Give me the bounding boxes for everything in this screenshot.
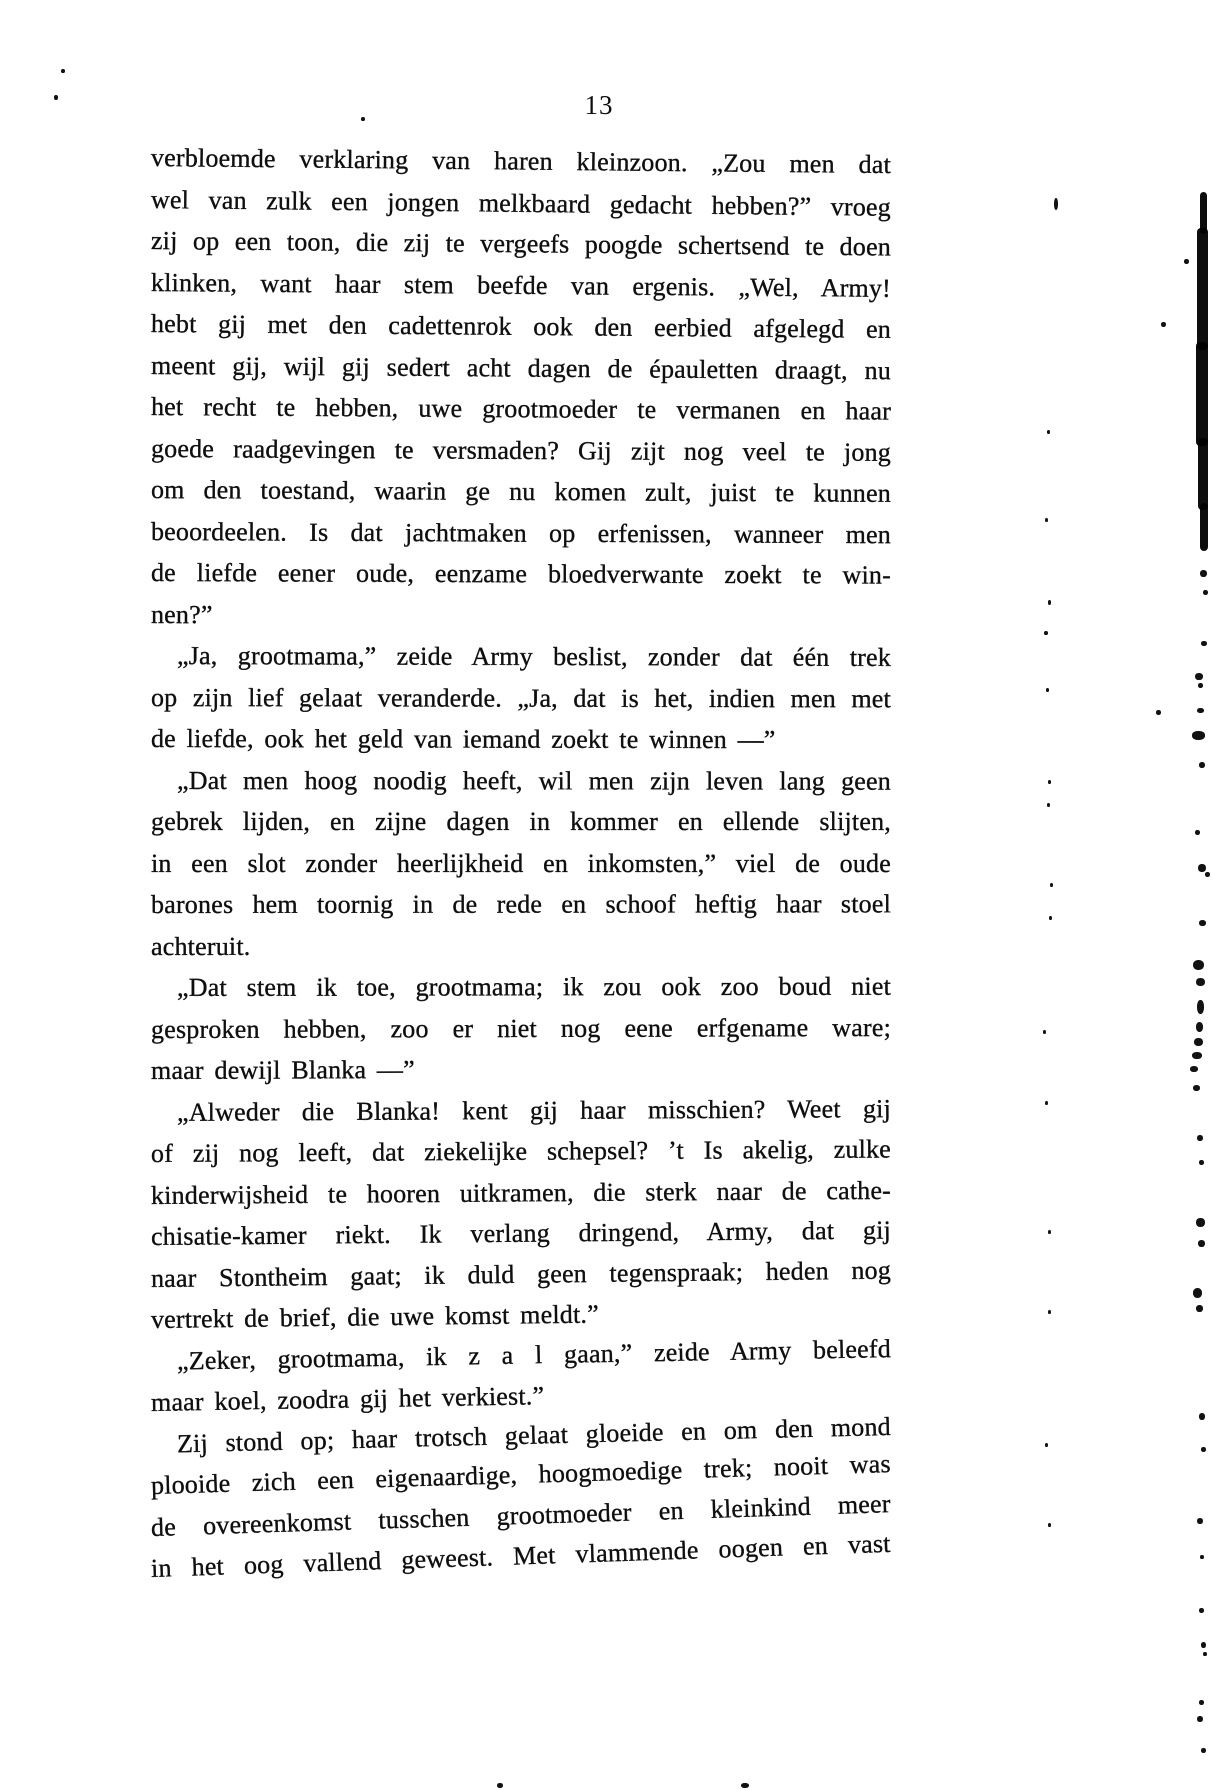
text-line: hebt gij met den cadettenrok ook den eerbied afgelegd en xyxy=(150,309,892,344)
ink-speck xyxy=(1048,1230,1051,1234)
text-line: de liefde eener oude, eenzame bloedverwante zoekt te win- xyxy=(150,558,892,590)
text-line: in een slot zonder heerlijkheid en inkomsten,” viel de oude xyxy=(151,848,891,878)
ink-streak xyxy=(1198,438,1208,510)
ink-speck xyxy=(1198,864,1206,872)
ink-speck xyxy=(361,117,365,121)
text-line: maar koel, zoodra gij het verkiest.” xyxy=(150,1381,545,1417)
ink-speck xyxy=(1196,978,1205,986)
text-line: „Zeker, grootmama, ik z a l gaan,” zeide Army beleefd xyxy=(176,1333,892,1376)
ink-speck xyxy=(1198,683,1203,688)
text-line: klinken, want haar stem beefde van ergenis. „Wel, Army! xyxy=(150,267,892,303)
ink-speck xyxy=(1199,1608,1204,1613)
ink-speck xyxy=(1200,570,1207,577)
ink-speck xyxy=(1195,673,1203,680)
ink-speck xyxy=(1048,600,1051,605)
ink-speck xyxy=(1196,1218,1205,1227)
text-line: de overeenkomst tusschen grootmoeder en kleinkind meer xyxy=(150,1488,892,1542)
ink-speck xyxy=(1045,1101,1048,1105)
text-line: wel van zulk een jongen melkbaard gedacht hebben?” vroeg xyxy=(150,184,892,222)
ink-speck xyxy=(1045,1443,1048,1447)
ink-speck xyxy=(1199,1413,1205,1420)
text-line: maar dewijl Blanka —” xyxy=(150,1055,415,1085)
ink-speck xyxy=(1197,1135,1203,1141)
ink-speck xyxy=(1156,710,1161,715)
text-line: gebrek lijden, en zijne dagen in kommer en ellende slijten, xyxy=(151,807,891,836)
ink-speck xyxy=(1197,708,1204,713)
text-line: vertrekt de brief, die uwe komst meldt.” xyxy=(150,1299,600,1334)
ink-speck xyxy=(1192,1052,1202,1059)
ink-speck xyxy=(1193,960,1204,970)
text-line: „Dat stem ik toe, grootmama; ik zou ook zoo boud niet xyxy=(176,971,892,1002)
text-line: kinderwijsheid te hooren uitkramen, die sterk naar de cathe- xyxy=(150,1175,892,1210)
ink-speck xyxy=(1049,916,1052,920)
ink-speck xyxy=(1197,1518,1203,1524)
text-line: goede raadgevingen te versmaden? Gij zijt nog veel te jong xyxy=(150,433,892,467)
ink-streak xyxy=(1197,228,1208,350)
text-line: meent gij, wijl gij sedert acht dagen de épauletten draagt, nu xyxy=(150,350,892,385)
ink-speck xyxy=(1192,731,1205,740)
ink-speck xyxy=(1199,762,1205,768)
ink-speck xyxy=(1050,883,1053,887)
ink-speck xyxy=(61,69,65,73)
ink-speck xyxy=(1197,1716,1203,1722)
ink-speck xyxy=(1198,1240,1205,1247)
ink-speck xyxy=(1184,259,1189,264)
text-line: of zij nog leeft, dat ziekelijke schepsel? ’t Is akelig, zulke xyxy=(150,1134,892,1168)
ink-speck xyxy=(1201,1642,1206,1648)
ink-speck xyxy=(1047,430,1050,434)
ink-speck xyxy=(1201,1748,1206,1753)
ink-speck xyxy=(1205,872,1210,877)
ink-speck xyxy=(741,1783,749,1788)
ink-speck xyxy=(1044,631,1048,635)
text-line: op zijn lief gelaat veranderde. „Ja, dat is het, indien men met xyxy=(150,682,892,713)
ink-speck xyxy=(1199,1700,1204,1705)
text-line: achteruit. xyxy=(150,931,251,961)
ink-speck xyxy=(54,95,58,100)
ink-speck xyxy=(1193,1085,1200,1091)
text-line: barones hem toornig in de rede en schoof heftig haar stoel xyxy=(150,889,892,919)
ink-speck xyxy=(1045,518,1048,522)
ink-speck xyxy=(1201,641,1207,646)
ink-speck xyxy=(1043,1030,1046,1034)
text-line: de liefde, ook het geld van iemand zoekt te winnen —” xyxy=(150,724,776,755)
text-line: plooide zich een eigenaardige, hoogmoedige trek; nooit was xyxy=(150,1449,892,1500)
ink-speck xyxy=(1201,1447,1206,1452)
ink-speck xyxy=(1197,1000,1204,1014)
ink-speck xyxy=(1199,920,1206,926)
ink-speck xyxy=(1046,688,1049,692)
body-text xyxy=(151,137,891,1590)
text-line: chisatie-kamer riekt. Ik verlang dringend, Army, dat gij xyxy=(150,1215,892,1251)
ink-speck xyxy=(1203,590,1208,595)
text-line: in het oog vallend geweest. Met vlammende oogen en vast xyxy=(150,1528,892,1583)
ink-speck xyxy=(1161,322,1166,327)
text-line: verbloemde verklaring van haren kleinzoon. „Zou men dat xyxy=(150,143,892,180)
page-number: 13 xyxy=(584,90,614,120)
ink-speck xyxy=(1048,1310,1051,1314)
ink-speck xyxy=(1196,1305,1203,1312)
text-line: „Dat men hoog noodig heeft, wil men zijn leven lang geen xyxy=(176,765,892,796)
text-line: Zij stond op; haar trotsch gelaat gloeide en om den mond xyxy=(176,1411,892,1458)
ink-speck xyxy=(1194,1038,1203,1046)
text-line: beoordeelen. Is dat jachtmaken op erfenissen, wanneer men xyxy=(150,516,892,549)
ink-speck xyxy=(497,1783,503,1788)
ink-speck xyxy=(1193,1288,1202,1298)
ink-speck xyxy=(1048,1523,1051,1527)
ink-speck xyxy=(1190,1066,1198,1072)
text-line: het recht te hebben, uwe grootmoeder te vermanen en haar xyxy=(150,392,892,426)
ink-speck xyxy=(1195,830,1200,835)
ink-speck xyxy=(1047,803,1050,807)
ink-speck xyxy=(1199,1160,1204,1165)
ink-streak xyxy=(1200,503,1208,551)
text-line: „Ja, grootmama,” zeide Army beslist, zonder dat één trek xyxy=(176,641,892,672)
ink-speck xyxy=(1196,1022,1203,1032)
text-line: gesproken hebben, zoo er niet nog eene erfgename ware; xyxy=(150,1012,892,1044)
text-line: om den toestand, waarin ge nu komen zult, juist te kunnen xyxy=(150,475,892,508)
text-line: „Alweder die Blanka! kent gij haar misschien? Weet gij xyxy=(176,1093,892,1127)
text-line: zij op een toon, die zij te vergeefs poogde schertsend te doen xyxy=(150,226,892,262)
ink-speck xyxy=(1203,1652,1207,1656)
ink-speck xyxy=(1200,1555,1204,1559)
text-line: nen?” xyxy=(150,599,213,629)
ink-streak xyxy=(1196,342,1208,446)
ink-speck xyxy=(1054,198,1058,210)
ink-speck xyxy=(1048,780,1051,784)
text-line: naar Stontheim gaat; ik duld geen tegenspraak; heden nog xyxy=(150,1255,892,1293)
